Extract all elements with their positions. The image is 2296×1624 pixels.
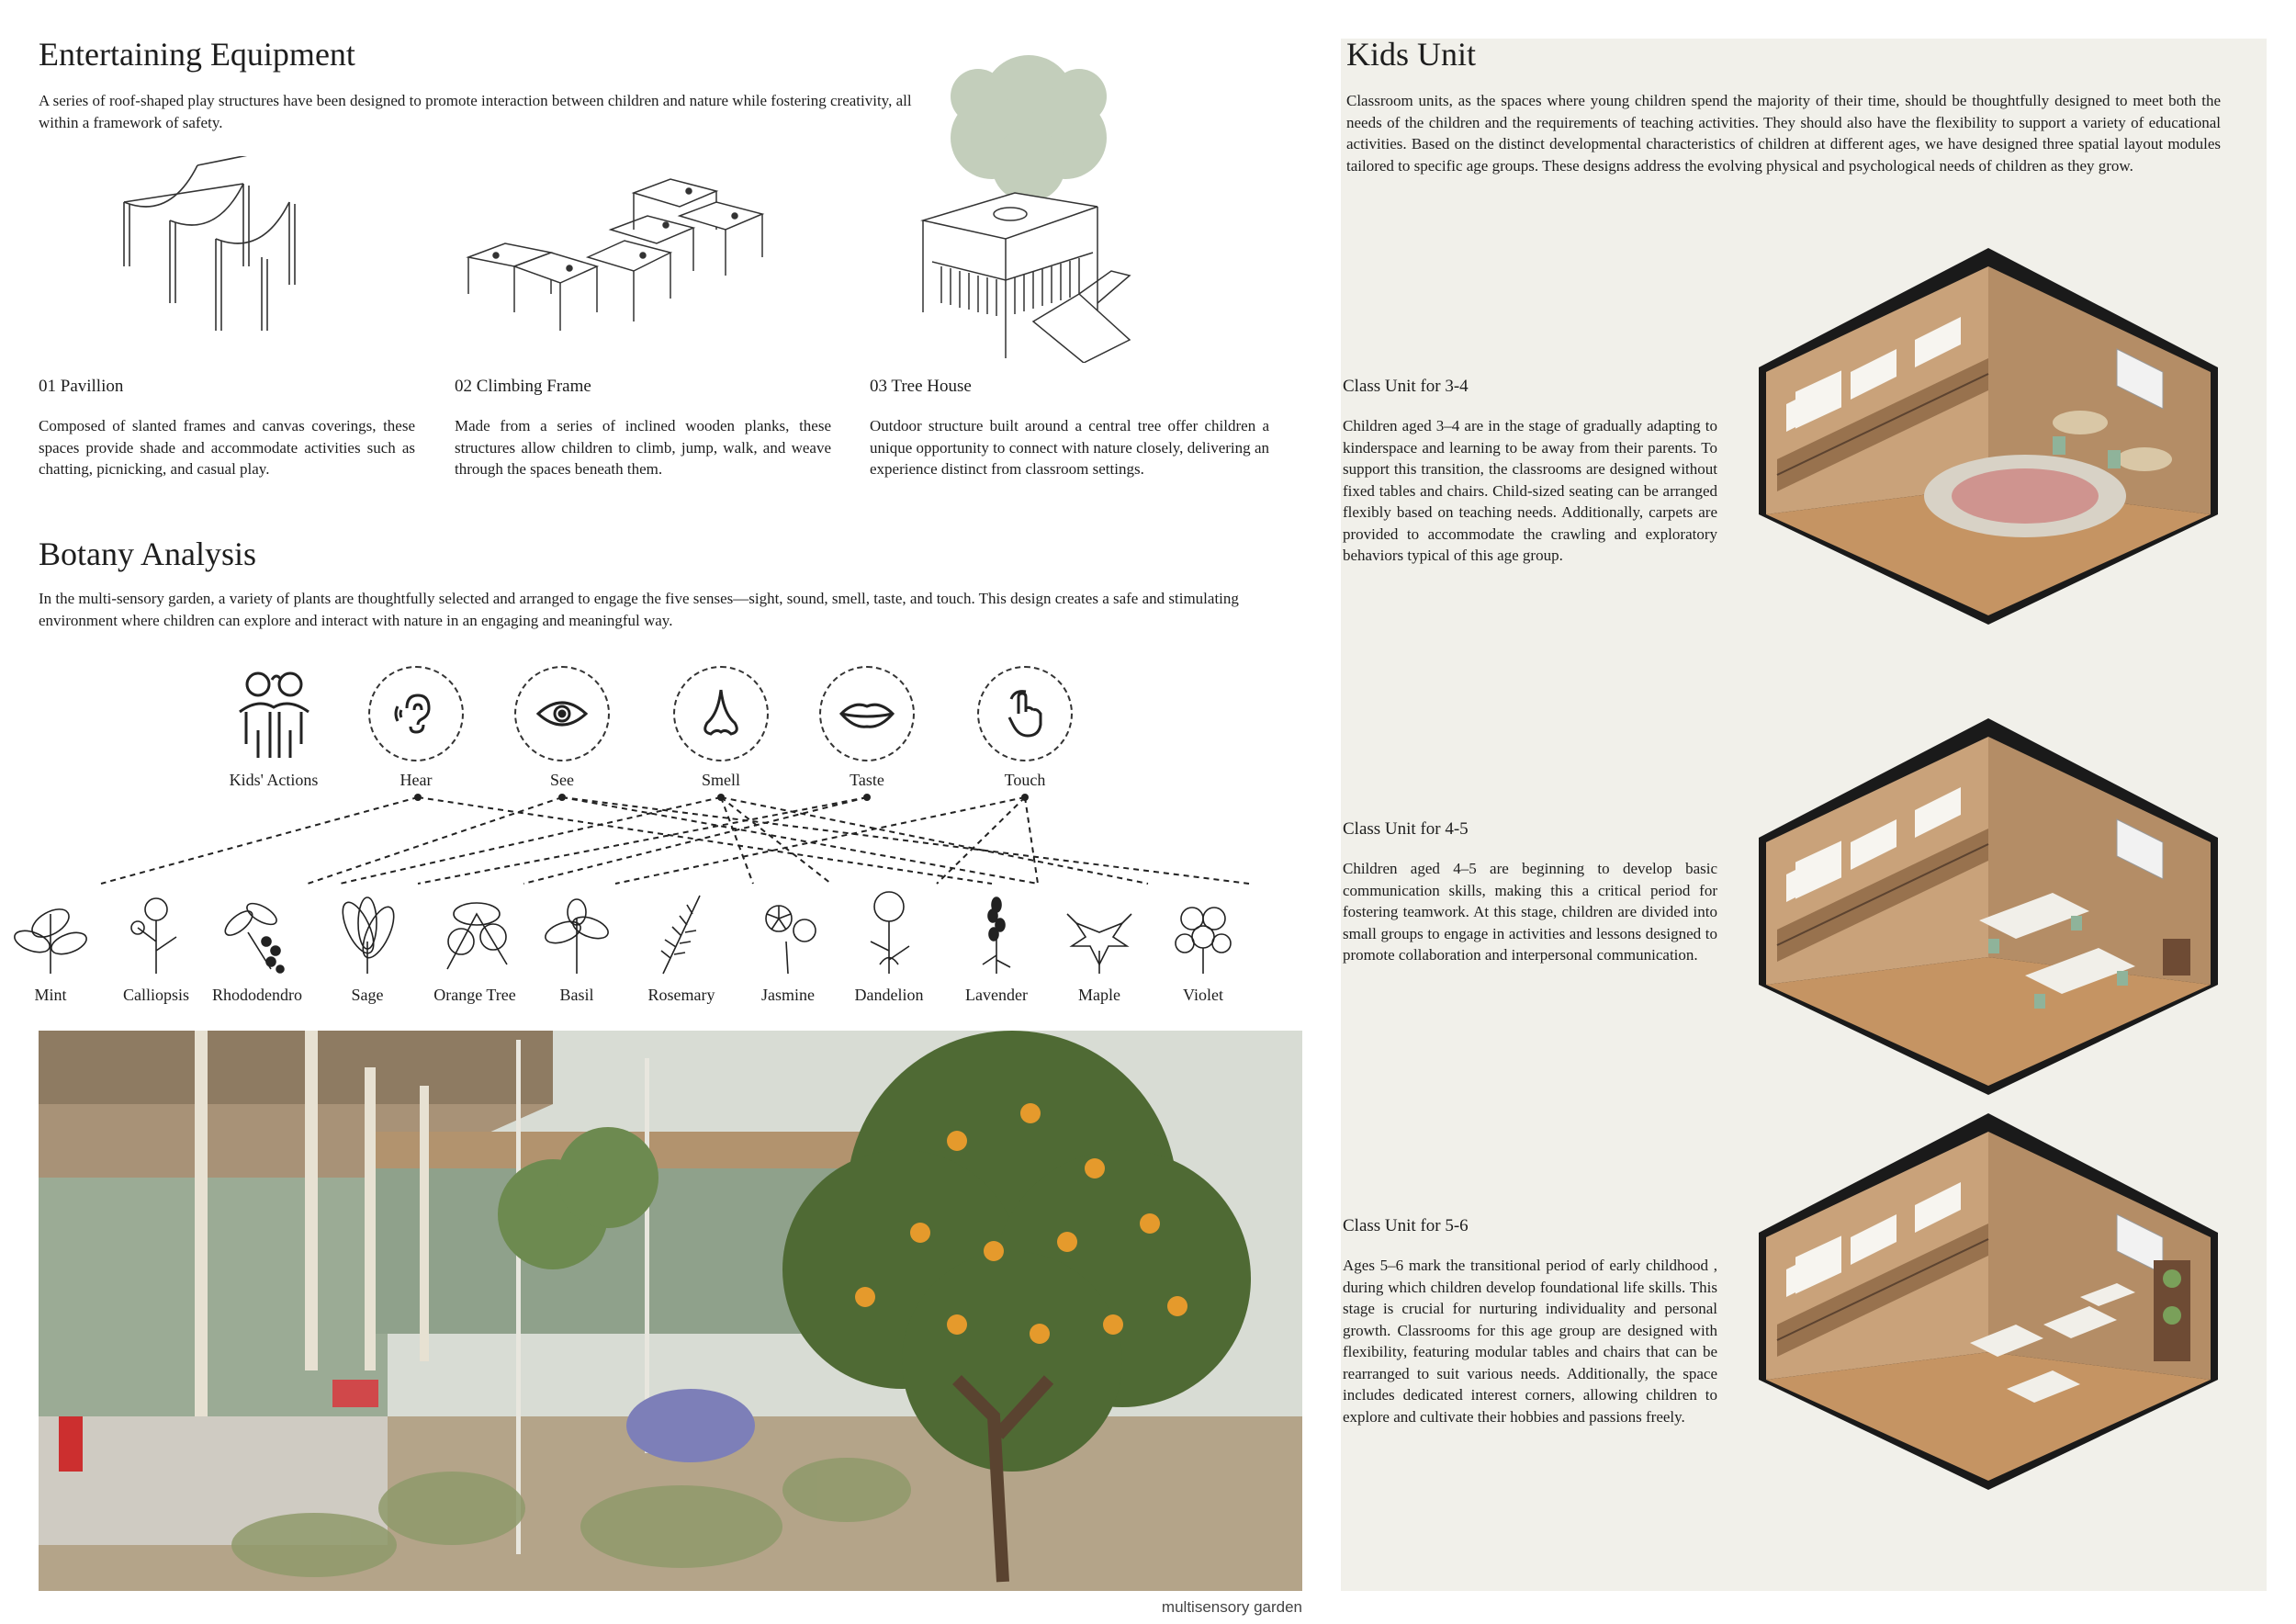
- plant-illustration: [1157, 886, 1249, 978]
- sense-label: Smell: [701, 771, 740, 789]
- plant-item: [526, 886, 627, 1005]
- plant-illustration: [321, 886, 413, 978]
- plant-illustration: [5, 886, 96, 978]
- plant-illustration: [110, 886, 202, 978]
- plant-illustration: [951, 886, 1042, 978]
- plant-illustration: [742, 886, 834, 978]
- plant-label: Maple: [1078, 986, 1120, 1004]
- sense-label: See: [550, 771, 574, 789]
- touch-icon: [977, 666, 1073, 761]
- classroom-4-5-isometric-image: [1750, 709, 2227, 1095]
- class-unit-3-4: [1343, 377, 1717, 567]
- plant-label: Lavender: [965, 986, 1028, 1004]
- pavillion-illustration: [115, 156, 335, 340]
- plant-label: Violet: [1183, 986, 1223, 1004]
- plant-item: [207, 886, 308, 1005]
- entertaining-intro: A series of roof-shaped play structures have been designed to promote interaction between children and nature while fostering creativity, all within a framework of safety.: [39, 92, 912, 131]
- plant-item: [631, 886, 732, 1005]
- room-svg: [1750, 709, 2227, 1095]
- sense-smell: [670, 666, 771, 790]
- sense-label: Kids' Actions: [229, 771, 319, 789]
- class-unit-5-6: [1343, 1216, 1717, 1427]
- class-unit-text: Ages 5–6 mark the transitional period of early childhood , during which children develop foundational life skills. This stage is crucial for nurturing individuality and personal growth. Classrooms for this age group are designed with flexibility, featuring modular tables and chairs that can be rearranged to suit various needs. Additionally, the space includes dedicated interest corners, allowing children to explore and cultivate their hobbies and passions freely.: [1343, 1257, 1717, 1426]
- plant-label: Orange Tree: [433, 986, 516, 1004]
- plant-label: Basil: [559, 986, 594, 1004]
- sense-kids-actions: [223, 666, 324, 790]
- equipment-text: Made from a series of inclined wooden planks, these structures allow children to climb, jump, walk, and weave through the spaces beneath them.: [455, 417, 831, 478]
- plant-illustration: [429, 886, 521, 978]
- sense-label: Touch: [1004, 771, 1046, 789]
- equipment-text: Composed of slanted frames and canvas coverings, these spaces provide shade and accommodate activities such as chatting, picnicking, and casual play.: [39, 417, 415, 478]
- plant-label: Rhododendro: [212, 986, 302, 1004]
- plant-item: [424, 886, 525, 1005]
- eye-icon: [514, 666, 610, 761]
- plant-item: [1049, 886, 1150, 1005]
- plant-item: [946, 886, 1047, 1005]
- equipment-title: 03 Tree House: [870, 377, 972, 396]
- kids-icon: [226, 666, 321, 761]
- equipment-item-climbing-frame: [455, 377, 831, 480]
- kids-unit-title: Kids Unit: [1346, 36, 1477, 73]
- sense-label: Hear: [400, 771, 433, 789]
- plant-illustration: [636, 886, 727, 978]
- equipment-item-tree-house: [870, 377, 1269, 480]
- plant-item: [0, 886, 101, 1005]
- classroom-5-6-isometric-image: [1750, 1104, 2227, 1490]
- kids-unit-intro: Classroom units, as the spaces where young children spend the majority of their time, should be thoughtfully designed to meet both the needs of the children and the requirements of teaching activities. They should also have the flexibility to support a variety of educational activities. Based on the distinct developmental characteristics of children at different ages, we have designed three spatial layout modules tailored to specific age groups. These designs address the evolving physical and psychological needs of children as they grow.: [1346, 92, 2221, 175]
- class-unit-title: Class Unit for 3-4: [1343, 377, 1469, 396]
- garden-render-image: [39, 1031, 1302, 1591]
- plant-illustration: [843, 886, 935, 978]
- climbing-frame-illustration: [459, 175, 781, 340]
- room-svg: [1750, 1104, 2227, 1490]
- plant-item: [106, 886, 207, 1005]
- lips-icon: [819, 666, 915, 761]
- sense-taste: [816, 666, 917, 790]
- kids-unit-panel: [1341, 36, 2267, 1591]
- equipment-text: Outdoor structure built around a central tree offer children a unique opportunity to connect with nature closely, delivering an experience distinct from classroom settings.: [870, 417, 1269, 478]
- class-unit-title: Class Unit for 4-5: [1343, 819, 1469, 839]
- sense-hear: [366, 666, 467, 790]
- ear-icon: [368, 666, 464, 761]
- class-unit-text: Children aged 4–5 are beginning to develop basic communication skills, making this a critical period for fostering teamwork. At this stage, children are divided into small groups to engage in activities and lessons designed to promote collaboration and interpersonal communication.: [1343, 860, 1717, 964]
- plant-label: Mint: [34, 986, 67, 1004]
- class-unit-text: Children aged 3–4 are in the stage of gradually adapting to kinderspace and learning to be away from their parents. To support this transition, the classrooms are designed without fixed tables and chairs. Child-sized seating can be arranged flexibly based on teaching needs. Additionally, carpets are provided to accommodate the crawling and exploratory behaviors typical of this age group.: [1343, 417, 1717, 564]
- room-svg: [1750, 239, 2227, 625]
- plant-illustration: [531, 886, 623, 978]
- garden-image-caption: multisensory garden: [1161, 1598, 1302, 1616]
- sense-touch: [974, 666, 1075, 790]
- classroom-3-4-isometric-image: [1750, 239, 2227, 625]
- plant-item: [737, 886, 838, 1005]
- plant-label: Dandelion: [854, 986, 924, 1004]
- plant-item: [317, 886, 418, 1005]
- equipment-title: 02 Climbing Frame: [455, 377, 591, 396]
- equipment-title: 01 Pavillion: [39, 377, 124, 396]
- plant-item: [838, 886, 940, 1005]
- plant-item: [1153, 886, 1254, 1005]
- entertaining-title: Entertaining Equipment: [39, 36, 355, 73]
- plant-illustration: [1053, 886, 1145, 978]
- botany-title: Botany Analysis: [39, 536, 257, 572]
- class-unit-4-5: [1343, 819, 1717, 966]
- nose-icon: [673, 666, 769, 761]
- botany-intro: In the multi-sensory garden, a variety of plants are thoughtfully selected and arranged to engage the five senses—sight, sound, smell, taste, and touch. This design creates a safe and stimulating environment where children can explore and interact with nature in an engaging and meaningful way.: [39, 590, 1239, 629]
- plant-illustration: [211, 886, 303, 978]
- plant-label: Jasmine: [761, 986, 815, 1004]
- sense-label: Taste: [850, 771, 884, 789]
- class-unit-title: Class Unit for 5-6: [1343, 1216, 1469, 1235]
- plant-label: Rosemary: [647, 986, 715, 1004]
- sense-see: [512, 666, 613, 790]
- plant-label: Sage: [351, 986, 384, 1004]
- plant-label: Calliopsis: [122, 986, 189, 1004]
- equipment-item-pavillion: [39, 377, 415, 480]
- tree-house-illustration: [914, 46, 1143, 363]
